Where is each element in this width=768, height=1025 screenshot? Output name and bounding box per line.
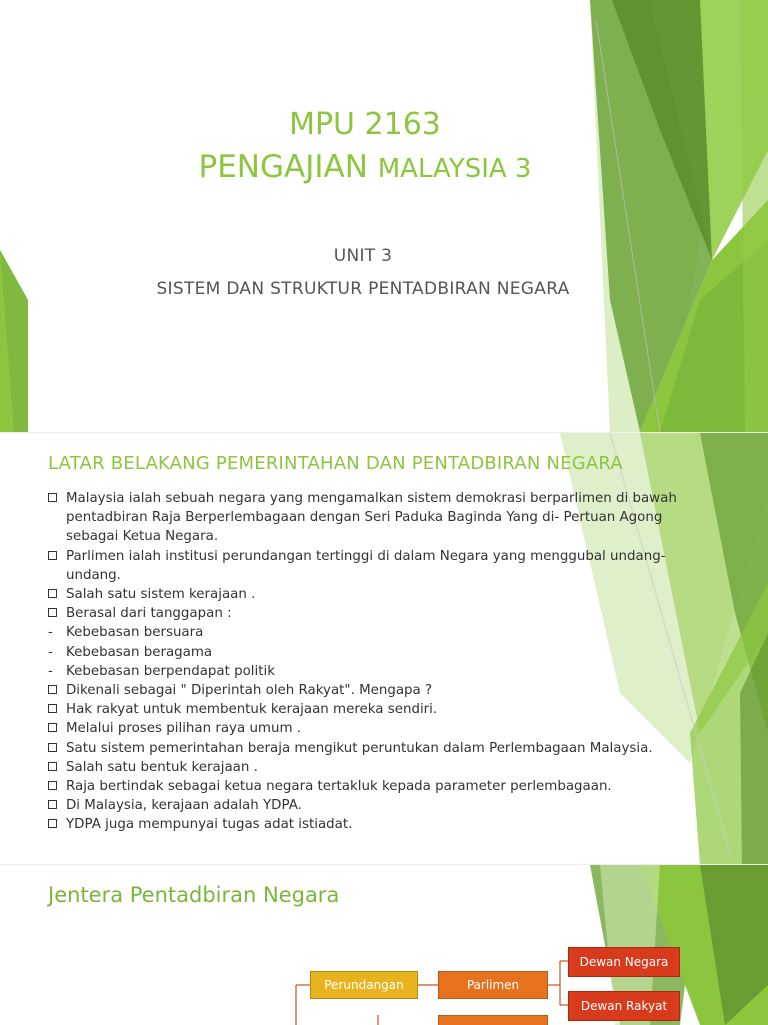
administration-slide xyxy=(0,864,768,1025)
green-facets-decoration xyxy=(0,0,768,432)
list-item-text: Salah satu bentuk kerajaan . xyxy=(66,759,258,775)
list-item-text: Dikenali sebagai " Diperintah oleh Rakyat". Mengapa ? xyxy=(66,683,433,699)
list-item-text: Kebebasan berpendapat politik xyxy=(66,663,275,679)
list-item-text: Berasal dari tanggapan : xyxy=(66,606,232,622)
list-item-text: Satu sistem pemerintahan beraja mengikut peruntukan dalam Perlembagaan Malaysia. xyxy=(66,740,653,756)
list-item xyxy=(48,585,718,604)
list-item xyxy=(48,739,718,758)
slide-heading: Jentera Pentadbiran Negara xyxy=(48,883,340,907)
bullet-list xyxy=(48,489,718,835)
list-item xyxy=(48,489,718,547)
checkbox-bullet-icon xyxy=(48,681,57,700)
course-name: PENGAJIAN MALAYSIA 3 xyxy=(198,149,532,185)
checkbox-bullet-icon xyxy=(48,815,57,834)
dash-bullet-icon: - xyxy=(48,663,53,679)
list-item xyxy=(48,700,718,719)
list-item xyxy=(48,758,718,777)
list-item-text: YDPA juga mempunyai tugas adat istiadat. xyxy=(66,817,353,833)
background-slide xyxy=(0,432,768,865)
list-item xyxy=(48,796,718,815)
dash-bullet-icon: - xyxy=(48,625,53,641)
list-item xyxy=(48,815,718,834)
list-item xyxy=(48,662,718,681)
unit-label: UNIT 3 xyxy=(333,246,393,266)
checkbox-bullet-icon xyxy=(48,796,57,815)
checkbox-bullet-icon xyxy=(48,547,57,566)
node-dewan-rakyat: Dewan Rakyat xyxy=(568,991,680,1021)
node-perundangan: Perundangan xyxy=(310,971,418,999)
list-item-text: Malaysia ialah sebuah negara yang mengamalkan sistem demokrasi berparlimen di bawah pentadbiran Raja Berperlembagaan dengan Seri Paduka Baginda Yang di- Pertuan Agong sebagai Ketua Negara. xyxy=(66,491,677,545)
list-item xyxy=(48,681,718,700)
checkbox-bullet-icon xyxy=(48,604,57,623)
list-item xyxy=(48,547,718,585)
checkbox-bullet-icon xyxy=(48,739,57,758)
course-code: MPU 2163 xyxy=(289,107,441,142)
list-item-text: Kebebasan beragama xyxy=(66,644,213,660)
list-item xyxy=(48,643,718,662)
node-dewan-negara: Dewan Negara xyxy=(568,947,680,977)
list-item-text: Parlimen ialah institusi perundangan tertinggi di dalam Negara yang menggubal undang-undang. xyxy=(66,548,666,583)
slide-subtitle xyxy=(60,240,666,306)
checkbox-bullet-icon xyxy=(48,777,57,796)
list-item-text: Melalui proses pilihan raya umum . xyxy=(66,721,302,737)
node-parlimen: Parlimen xyxy=(438,971,548,999)
title-slide xyxy=(0,0,768,432)
list-item xyxy=(48,719,718,738)
dash-bullet-icon: - xyxy=(48,644,53,660)
checkbox-bullet-icon xyxy=(48,585,57,604)
slide-title xyxy=(140,104,590,190)
list-item-text: Raja bertindak sebagai ketua negara tertakluk kepada parameter perlembagaan. xyxy=(66,779,612,795)
list-item xyxy=(48,604,718,623)
slide-heading: LATAR BELAKANG PEMERINTAHAN DAN PENTADBIRAN NEGARA xyxy=(48,453,623,474)
list-item-text: Salah satu sistem kerajaan . xyxy=(66,587,256,603)
list-item-text: Hak rakyat untuk membentuk kerajaan mereka sendiri. xyxy=(66,702,438,718)
list-item xyxy=(48,777,718,796)
checkbox-bullet-icon xyxy=(48,758,57,777)
checkbox-bullet-icon xyxy=(48,719,57,738)
checkbox-bullet-icon xyxy=(48,489,57,508)
unit-title: SISTEM DAN STRUKTUR PENTADBIRAN NEGARA xyxy=(156,279,570,299)
checkbox-bullet-icon xyxy=(48,700,57,719)
list-item-text: Kebebasan bersuara xyxy=(66,625,204,641)
list-item-text: Di Malaysia, kerajaan adalah YDPA. xyxy=(66,798,302,814)
list-item xyxy=(48,623,718,642)
